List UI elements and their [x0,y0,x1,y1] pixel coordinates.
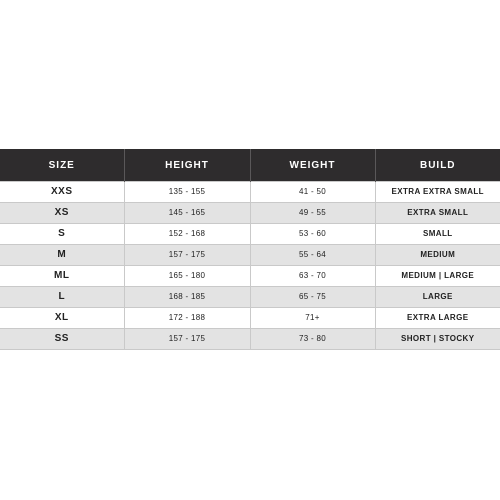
table-header [0,149,500,182]
table-row [0,287,500,308]
build-cell: EXTRA LARGE [375,308,500,329]
weight-cell: 53 - 60 [250,224,375,245]
header-weight: WEIGHT [250,149,375,182]
weight-cell: 73 - 80 [250,329,375,350]
table-row [0,329,500,350]
header-height: HEIGHT [124,149,250,182]
height-cell: 157 - 175 [124,329,250,350]
weight-cell: 49 - 55 [250,203,375,224]
weight-cell: 71+ [250,308,375,329]
build-cell: EXTRA EXTRA SMALL [375,182,500,203]
size-cell: XL [0,308,124,329]
header-build: BUILD [375,149,500,182]
size-cell: XS [0,203,124,224]
height-cell: 145 - 165 [124,203,250,224]
height-cell: 168 - 185 [124,287,250,308]
build-cell: SMALL [375,224,500,245]
height-cell: 165 - 180 [124,266,250,287]
table-row [0,266,500,287]
weight-cell: 63 - 70 [250,266,375,287]
height-cell: 157 - 175 [124,245,250,266]
height-cell: 135 - 155 [124,182,250,203]
build-cell: MEDIUM [375,245,500,266]
height-cell: 172 - 188 [124,308,250,329]
size-cell: L [0,287,124,308]
size-chart-table [0,149,500,350]
build-cell: EXTRA SMALL [375,203,500,224]
table-row [0,308,500,329]
weight-cell: 65 - 75 [250,287,375,308]
build-cell: LARGE [375,287,500,308]
build-cell: MEDIUM | LARGE [375,266,500,287]
size-cell: SS [0,329,124,350]
size-cell: XXS [0,182,124,203]
size-cell: ML [0,266,124,287]
height-cell: 152 - 168 [124,224,250,245]
size-cell: M [0,245,124,266]
weight-cell: 55 - 64 [250,245,375,266]
header-size: SIZE [0,149,124,182]
table-row [0,224,500,245]
size-cell: S [0,224,124,245]
weight-cell: 41 - 50 [250,182,375,203]
table-row [0,245,500,266]
header-row [0,149,500,182]
table-row [0,203,500,224]
table-row [0,182,500,203]
table-body [0,182,500,350]
build-cell: SHORT | STOCKY [375,329,500,350]
